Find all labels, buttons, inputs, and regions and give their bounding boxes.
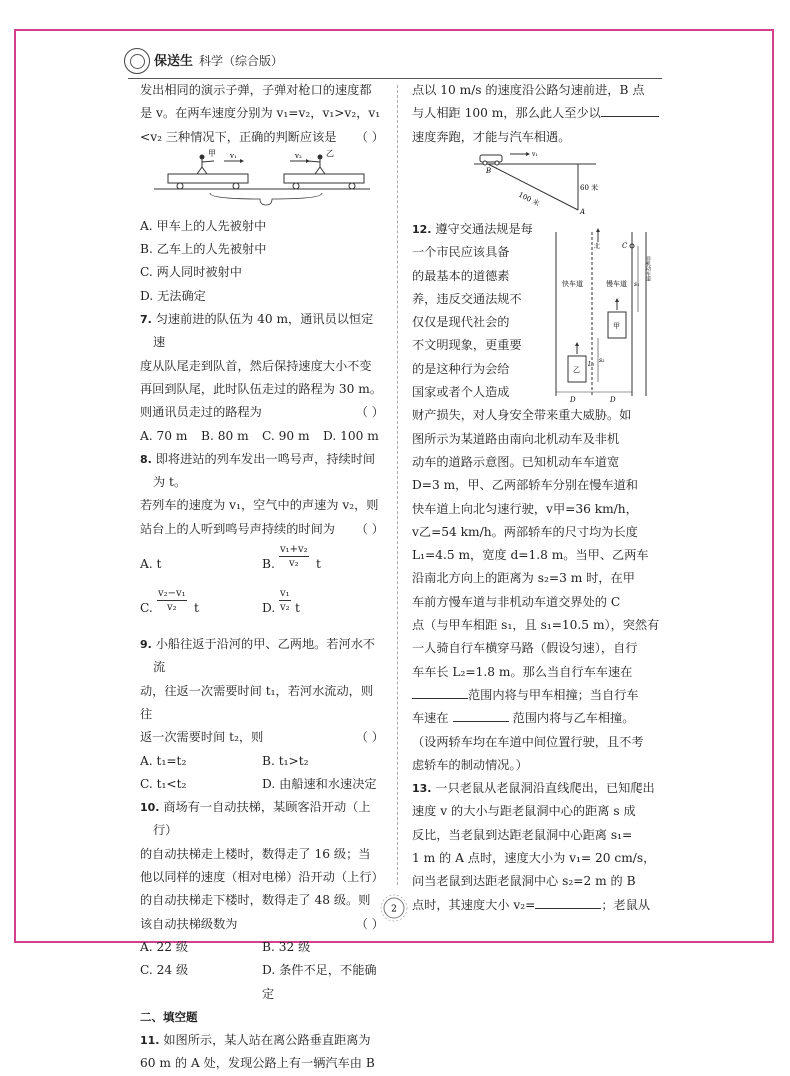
q9-option: A. t₁=t₂ xyxy=(140,753,187,768)
road-figure xyxy=(466,148,606,218)
q10-number: 10. xyxy=(140,801,160,815)
point-a-label: A xyxy=(580,208,586,216)
q8-line: 若列车的速度为 v₁，空气中的声速为 v₂，则 xyxy=(140,498,379,513)
q7-stem xyxy=(140,308,384,355)
q8-option-c-label: C. xyxy=(140,601,153,616)
left-column xyxy=(140,79,384,1076)
q12-line-text: 范围内将与乙车相撞。 xyxy=(512,711,635,726)
q8-stem xyxy=(140,448,384,495)
q9-options xyxy=(140,773,384,796)
q13-stem xyxy=(412,777,667,800)
answer-blank[interactable] xyxy=(601,102,659,117)
q12-line xyxy=(412,684,667,707)
q8-option-b-label: B. xyxy=(262,557,275,572)
dist-100-label: 100 米 xyxy=(517,190,541,209)
q12-line: 车车长 L₂=1.8 m。那么当自行车车速在 xyxy=(412,664,633,679)
q8-b-t: t xyxy=(316,557,321,572)
q10-options xyxy=(140,936,384,959)
traffic-lanes-figure xyxy=(548,226,668,406)
q12-line: 仅仅是现代社会的 xyxy=(412,315,510,330)
q9-option: B. t₁>t₂ xyxy=(262,753,309,768)
page-number-badge xyxy=(380,894,408,922)
answer-paren: （ ） xyxy=(355,916,384,931)
q6-option: D. 无法确定 xyxy=(140,288,206,303)
q13-line: 速度 v 的大小与距老鼠洞中心的距离 s 成 xyxy=(412,804,636,819)
q10-options xyxy=(140,959,384,1006)
right-column xyxy=(412,79,667,149)
page-header xyxy=(124,48,664,78)
q12-line: 动车的道路示意图。已知机动车车道宽 xyxy=(412,454,620,469)
q11-line: 如图所示，某人站在离公路垂直距离为 xyxy=(163,1033,371,1048)
q12-number: 12. xyxy=(412,223,432,236)
q12-line-text: 车速在 xyxy=(412,711,449,726)
q12-line: 的是这种行为会给 xyxy=(412,361,510,376)
q11-number: 11. xyxy=(140,1034,160,1048)
q8-option-d-label: D. xyxy=(262,601,276,616)
q12-line: v乙=54 km/h。两部轿车的尺寸均为长度 xyxy=(412,524,638,539)
slow-lane-label: 慢车道 xyxy=(606,280,627,288)
q7-option: B. 80 m xyxy=(201,428,249,443)
q8-fraction-c xyxy=(157,587,187,614)
q8-fraction-d xyxy=(279,587,291,614)
q7-number: 7. xyxy=(140,313,152,327)
answer-paren: （ ） xyxy=(355,405,384,420)
q8-options-ab xyxy=(140,541,384,587)
answer-paren: （ ） xyxy=(355,129,384,144)
road-v-label: v₁ xyxy=(532,151,538,158)
car-jia-label: 甲 xyxy=(613,322,620,330)
q8-options-cd xyxy=(140,587,384,633)
q12-line: 不文明现象，更重要 xyxy=(412,338,522,353)
q13-line: 问当老鼠到达距老鼠洞中心 s₂=2 m 的 B xyxy=(412,874,636,889)
point-b-label: B xyxy=(486,167,492,175)
q9-line xyxy=(140,726,384,749)
q11-stem xyxy=(140,1029,384,1052)
label-jia: 甲 xyxy=(208,148,216,158)
q12-line: 国家或者个人造成 xyxy=(412,385,510,400)
non-motor-lane-label: 非机动车道 xyxy=(645,256,651,281)
q10-option: A. 22 级 xyxy=(140,939,189,954)
q7-line xyxy=(140,401,384,424)
q12-line: D=3 m，甲、乙两部轿车分别在慢车道和 xyxy=(412,478,638,493)
q10-line: 商场有一自动扶梯，某顾客沿开动（上行） xyxy=(153,800,371,838)
q12-line: 的最基本的道德素 xyxy=(412,268,510,283)
q10-option: C. 24 级 xyxy=(140,963,189,978)
q9-option: D. 由船速和水速决定 xyxy=(262,776,377,791)
q7-line: 匀速前进的队伍为 40 m，通讯员以恒定速 xyxy=(153,312,374,350)
q10-option: B. 32 级 xyxy=(262,939,311,954)
q13-line: 1 m 的 A 点时，速度大小为 v₁= 20 cm/s， xyxy=(412,851,656,866)
column-divider xyxy=(397,85,398,885)
q8-frac-d-den: v₂ xyxy=(280,602,290,614)
l1-label: L₁ xyxy=(588,361,595,368)
q11-line: 点以 10 m/s 的速度沿公路匀速前进，B 点 xyxy=(412,83,645,97)
q12-line: 养，违反交通法规不 xyxy=(412,291,522,306)
q12-line: L₁=4.5 m，宽度 d=1.8 m。当甲、乙两车 xyxy=(412,548,649,563)
q10-stem xyxy=(140,796,384,843)
north-label: 北 xyxy=(594,243,601,250)
q10-option: D. 条件不足，不能确定 xyxy=(262,963,377,1001)
q12-line xyxy=(412,707,667,730)
q11-line: 速度奔跑，才能与汽车相遇。 xyxy=(412,129,571,144)
q7-line: 度从队尾走到队首，然后保持速度大小不变 xyxy=(140,358,372,373)
q7-line-text: 则通讯员走过的路程为 xyxy=(140,405,262,420)
q8-line-text: 站台上的人听到鸣号声持续的时间为 xyxy=(140,521,335,536)
q9-number: 9. xyxy=(140,638,152,652)
q12-line: 一个市民应该具备 xyxy=(412,245,510,260)
s1-label: s₁ xyxy=(634,281,640,288)
q12-line: 图所示为某道路由南向北机动车及非机 xyxy=(412,431,620,446)
q12-line: 财产损失，对人身安全带来重大威胁。如 xyxy=(412,408,632,423)
q12-line-text: 范围内将与甲车相撞；当自行车 xyxy=(468,687,639,702)
answer-blank[interactable] xyxy=(412,684,468,699)
label-v2: v₂ xyxy=(295,151,302,160)
q8-c-t: t xyxy=(194,601,199,616)
q9-line: 动，往返一次需要时间 t₁，若河水流动，则往 xyxy=(140,683,374,721)
q12-line: （设两轿车均在车道中间位置行驶，且不考 xyxy=(412,734,644,749)
q8-line xyxy=(140,518,384,541)
q6-line: 是 v。在两车速度分别为 v₁=v₂，v₁>v₂，v₁ xyxy=(140,106,381,121)
q11-line: 60 m 的 A 处，发现公路上有一辆汽车由 B xyxy=(140,1056,375,1071)
q6-option: A. 甲车上的人先被射中 xyxy=(140,218,267,233)
q7-options xyxy=(140,425,384,448)
page-number: 2 xyxy=(391,904,397,915)
q8-line: 即将进站的列车发出一鸣号声，持续时间为 t。 xyxy=(153,451,376,490)
q12-line: 快车道上向北匀速行驶，v甲=36 km/h， xyxy=(412,501,638,516)
q7-option: A. 70 m xyxy=(140,428,188,443)
q9-line: 小船往返于沿河的甲、乙两地。若河水不流 xyxy=(153,637,376,675)
q8-fraction-b xyxy=(279,543,309,570)
answer-paren: （ ） xyxy=(355,730,384,745)
brand-title: 保送生 xyxy=(154,54,194,69)
q6-option: B. 乙车上的人先被射中 xyxy=(140,242,267,257)
q9-option: C. t₁<t₂ xyxy=(140,776,187,791)
q12-line: 车前方慢车道与非机动车道交界处的 C xyxy=(412,594,621,609)
q9-stem xyxy=(140,633,384,680)
q12-line: 沿南北方向上的距离为 s₂=3 m 时，在甲 xyxy=(412,571,635,586)
q6-line-text: <v₂ 三种情况下，正确的判断应该是 xyxy=(140,129,337,144)
dist-60-label: 60 米 xyxy=(580,184,599,192)
q13-number: 13. xyxy=(412,782,432,796)
q6-line xyxy=(140,126,384,149)
point-c-label: C xyxy=(622,242,628,250)
q8-d-t: t xyxy=(295,601,300,616)
q13-line-text: ；老鼠从 xyxy=(601,897,651,912)
label-v1: v₁ xyxy=(230,151,237,160)
q13-line xyxy=(412,894,667,917)
q10-line: 的自动扶梯走上楼时，数得走了 16 级；当 xyxy=(140,846,371,861)
q9-options xyxy=(140,750,384,773)
answer-paren: （ ） xyxy=(355,521,384,536)
s2-label: s₂ xyxy=(599,357,605,364)
q8-frac-c-num: v₂−v₁ xyxy=(158,588,186,600)
q8-frac-b-den: v₂ xyxy=(289,558,299,570)
q13-line-text: 点时，其速度大小 v₂= xyxy=(412,897,536,912)
q10-line: 他以同样的速度（相对电梯）沿开动（上行） xyxy=(140,870,384,885)
q10-line xyxy=(140,913,384,936)
q8-frac-c-den: v₂ xyxy=(167,602,177,614)
d-label-right: D xyxy=(610,396,616,404)
q7-option: C. 90 m xyxy=(262,428,310,443)
answer-blank[interactable] xyxy=(453,707,509,722)
q8-number: 8. xyxy=(140,452,152,466)
q11-line-text: 与人相距 100 m，那么此人至少以 xyxy=(412,106,601,121)
q12-line: 虑轿车的制动情况。） xyxy=(412,757,528,772)
section-heading: 二、填空题 xyxy=(140,1009,198,1024)
q13-line: 反比，当老鼠到达距老鼠洞中心距离 s₁= xyxy=(412,827,633,842)
school-emblem-icon xyxy=(124,48,150,74)
label-yi: 乙 xyxy=(326,148,334,158)
q8-frac-b-num: v₁+v₂ xyxy=(280,544,308,556)
subject-title: 科学（综合版） xyxy=(199,54,284,68)
q7-line: 再回到队尾，此时队伍走过的路程为 30 m。 xyxy=(140,381,383,396)
q8-frac-d-num: v₁ xyxy=(280,588,290,600)
q12-line: 遵守交通法规是每 xyxy=(435,222,533,236)
q8-option-a: A. t xyxy=(140,557,162,572)
q6-option: C. 两人同时被射中 xyxy=(140,265,242,280)
answer-blank[interactable] xyxy=(535,894,601,909)
q7-option: D. 100 m xyxy=(323,428,379,443)
car-yi-label: 乙 xyxy=(573,366,580,374)
q6-line: 发出相同的演示子弹，子弹对枪口的速度都 xyxy=(140,83,372,97)
q10-line-text: 该自动扶梯级数为 xyxy=(140,916,238,931)
two-carts-figure xyxy=(140,149,380,215)
q10-line: 的自动扶梯走下楼时，数得走了 48 级。则 xyxy=(140,893,371,908)
d-label-left: D xyxy=(570,396,576,404)
q13-line: 一只老鼠从老鼠洞沿直线爬出，已知爬出 xyxy=(435,781,655,796)
q9-line-text: 返一次需要时间 t₂，则 xyxy=(140,730,264,745)
fast-lane-label: 快车道 xyxy=(562,280,583,288)
q12-line: 一人骑自行车横穿马路（假设匀速），自行 xyxy=(412,641,638,656)
q11-line xyxy=(412,102,667,125)
q12-line: 点（与甲车相距 s₁，且 s₁=10.5 m），突然有 xyxy=(412,618,660,633)
